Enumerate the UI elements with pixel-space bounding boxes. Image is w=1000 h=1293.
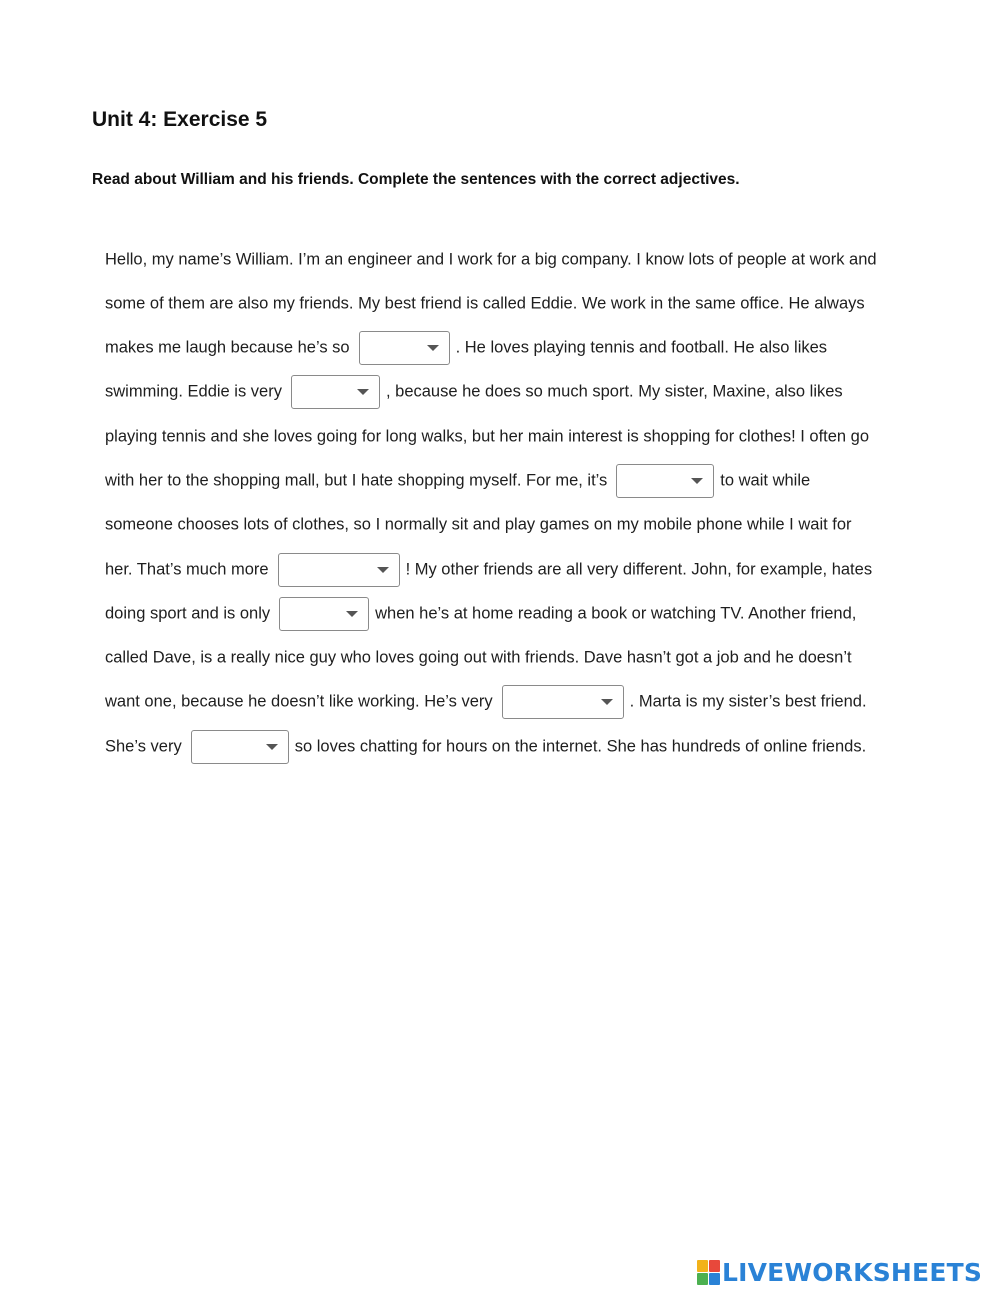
passage-text: doing sport and is only [105,604,271,623]
passage-line [105,639,852,675]
answer-dropdown-7[interactable] [191,730,289,764]
passage-text: swimming. Eddie is very [105,382,282,401]
passage-text: makes me laugh because he’s so [105,338,350,357]
passage-line [105,595,856,631]
liveworksheets-logo[interactable] [697,1257,982,1287]
passage-line [105,551,872,587]
logo-square-4 [709,1273,720,1285]
passage-text: someone chooses lots of clothes, so I normally sit and play games on my mobile phone while I wait for [105,515,852,534]
passage-text: to wait while [720,471,811,490]
passage-line [105,373,843,409]
caret-down-icon [601,699,613,705]
caret-down-icon [266,744,278,750]
passage-text: want one, because he doesn’t like working. He’s very [105,692,493,711]
passage-text: when he’s at home reading a book or watching TV. Another friend, [375,604,857,623]
caret-down-icon [377,567,389,573]
passage-line [105,241,877,277]
passage-text: , because he does so much sport. My sister, Maxine, also likes [385,382,843,401]
passage-text: ! My other friends are all very different. John, for example, hates [405,560,873,579]
passage-line [105,285,865,321]
passage-text: so loves chatting for hours on the internet. She has hundreds of online friends. [294,737,867,756]
passage-text: her. That’s much more [105,560,269,579]
caret-down-icon [346,611,358,617]
logo-wordmark: LIVEWORKSHEETS [722,1257,983,1287]
passage-line [105,683,867,719]
passage-line [105,329,827,365]
passage-line [105,418,869,454]
answer-dropdown-6[interactable] [502,685,624,719]
liveworksheets-logo-icon [697,1260,720,1285]
answer-dropdown-5[interactable] [279,597,369,631]
caret-down-icon [357,389,369,395]
answer-dropdown-3[interactable] [616,464,714,498]
passage-text: called Dave, is a really nice guy who loves going out with friends. Dave hasn’t got a job and he doesn’t [105,648,852,667]
logo-square-3 [697,1273,708,1285]
answer-dropdown-1[interactable] [359,331,450,365]
instructions: Read about William and his friends. Complete the sentences with the correct adjectives. [92,171,740,188]
caret-down-icon [691,478,703,484]
logo-square-1 [697,1260,708,1272]
passage-text: She’s very [105,737,182,756]
passage-line [105,462,810,498]
passage-line [105,506,852,542]
passage-line [105,728,866,764]
page-title: Unit 4: Exercise 5 [92,108,268,131]
passage-text: with her to the shopping mall, but I hate shopping myself. For me, it’s [105,471,608,490]
passage-text: Hello, my name’s William. I’m an engineer and I work for a big company. I know lots of people at work and [105,250,877,269]
passage-text: . He loves playing tennis and football. He also likes [455,338,828,357]
logo-square-2 [709,1260,720,1272]
passage-text: . Marta is my sister’s best friend. [629,692,867,711]
answer-dropdown-4[interactable] [278,553,400,587]
passage-text: some of them are also my friends. My best friend is called Eddie. We work in the same office. He always [105,294,865,313]
caret-down-icon [427,345,439,351]
passage-text: playing tennis and she loves going for long walks, but her main interest is shopping for clothes! I often go [105,427,870,446]
answer-dropdown-2[interactable] [291,375,380,409]
